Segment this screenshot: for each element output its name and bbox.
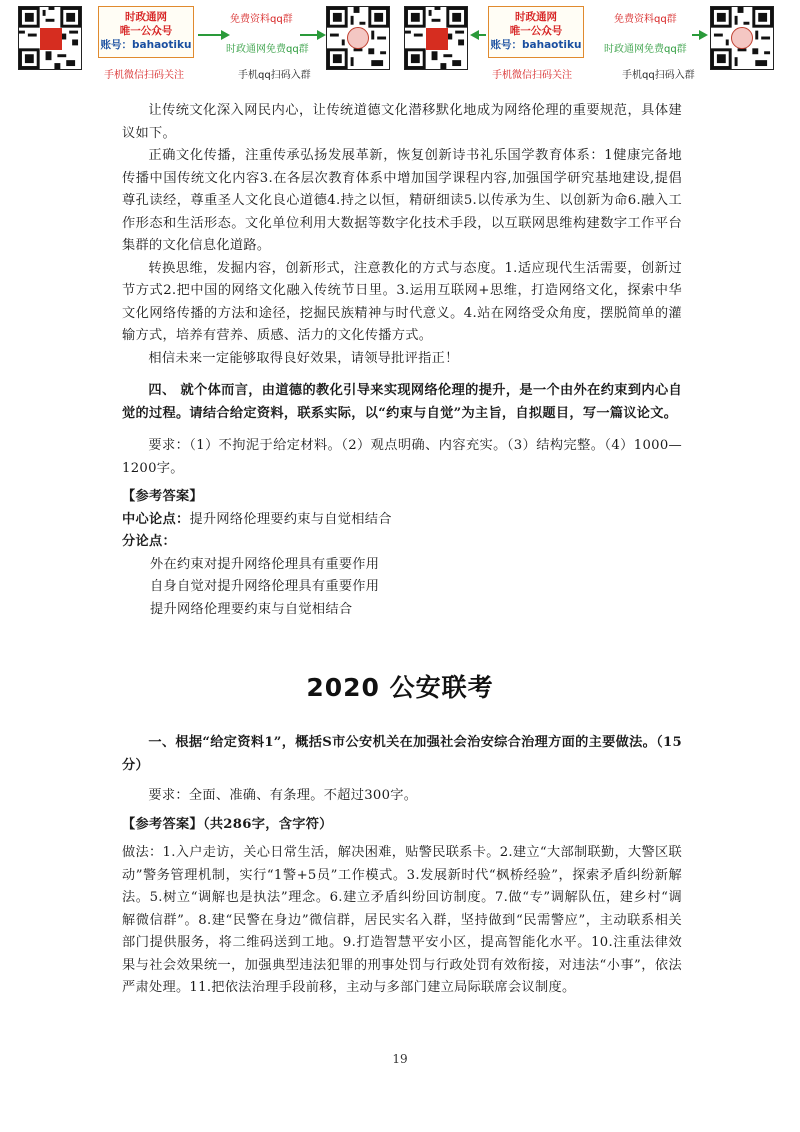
account-subtitle: 唯一公众号 bbox=[509, 25, 563, 37]
qr-code-wechat-right bbox=[404, 6, 468, 70]
arrow-right-icon bbox=[198, 34, 228, 36]
paragraph: 转换思维，发掘内容，创新形式，注意教化的方式与态度。1.适应现代生活需要，创新过节方式2.把中国的网络文化融入传统节日里。3.运用互联网+思维，打造网络文化，探索中华文化网络传播的方法和途径，挖掘民族精神与时代意义。4.站在网络受众角度，摆脱简单的灌输方式，培养有营养、质感、活力的文化传播方式。 bbox=[122, 260, 682, 343]
sub-argument-item: 自身自觉对提升网络伦理具有重要作用 bbox=[150, 579, 380, 594]
wechat-scan-caption-left: 手机微信扫码关注 bbox=[104, 70, 184, 81]
group-caption-left: 时政通网免费qq群 bbox=[226, 44, 309, 55]
sub-argument-item: 提升网络伦理要约束与自觉相结合 bbox=[150, 601, 353, 617]
answer-text: 做法：1.入户走访，关心日常生活，解决困难，贴警民联系卡。2.建立“大部制联勤，大警区联动”警务管理机制，实行“1警+5员”工作模式。3.发展新时代“枫桥经验”，探索矛盾纠纷新解法。5.树立“调解也是执法”理念。6.建立矛盾纠纷回访制度。7.做“专”调解队伍，建乡村“调解微信群”。8.建“民警在身边”微信群，居民实名入群，坚持做到“民需警应”，主动联系相关部门提供服务，将二维码送到工地。9.打造智慧平安小区，提高智能化水平。10.注重法律效果与社会效果统一，加强典型违法犯罪的刑事处罚与行政处罚有效衔接，对违法“小事”，依法严肃处理。11.把依法治理手段前移，主动与多部门建立局际联席会议制度。 bbox=[122, 845, 682, 995]
center-argument-text: 提升网络伦理要约束与自觉相结合 bbox=[189, 511, 392, 527]
question-one: 一、根据“给定资料1”，概括S市公安机关在加强社会治安综合治理方面的主要做法。（15分） bbox=[122, 735, 682, 773]
center-argument-label: 中心论点： bbox=[122, 511, 190, 527]
sub-argument-item: 外在约束对提升网络伦理具有重要作用 bbox=[150, 556, 380, 572]
answer-header bbox=[122, 814, 682, 837]
account-name: 时政通网 bbox=[125, 11, 167, 23]
answer-label: 【参考答案】 bbox=[122, 816, 203, 832]
brand-logo-icon bbox=[426, 28, 448, 50]
avatar-icon bbox=[347, 27, 369, 49]
account-info-box-right bbox=[488, 6, 584, 58]
paragraph: 让传统文化深入网民内心，让传统道德文化潜移默化地成为网络伦理的重要规范，具体建议如下。 bbox=[122, 103, 682, 141]
free-qq-caption-left: 免费资料qq群 bbox=[230, 14, 293, 25]
header-banner bbox=[0, 0, 800, 92]
requirement-text: 要求：（1）不拘泥于给定材料。（2）观点明确、内容充实。（3）结构完整。（4）1000—1200字。 bbox=[122, 438, 682, 476]
qr-code-qq-left bbox=[326, 6, 390, 70]
requirement-text: 要求：全面、准确、有条理。不超过300字。 bbox=[148, 788, 418, 803]
account-name: 时政通网 bbox=[515, 11, 557, 23]
center-argument bbox=[122, 509, 682, 532]
brand-logo-icon bbox=[40, 28, 62, 50]
qr-code-qq-right bbox=[710, 6, 774, 70]
answer-word-count: （共286字，含字符） bbox=[202, 816, 333, 832]
group-caption-right: 时政通网免费qq群 bbox=[604, 44, 687, 55]
paragraph: 正确文化传播，注重传承弘扬发展革新，恢复创新诗书礼乐国学教育体系：1健康完备地传播中国传统文化内容3.在各层次教育体系中增加国学课程内容,加强国学研究基地建设,提倡尊孔读经，尊重圣人文化良心道德4.持之以恒，精研细读5.以传承为生、以创新为命6.融入工作形态和生活形态。文化单位利用大数据等数字化技术手段，以互联网思维构建数字工作平台集群的文化信息化道路。 bbox=[122, 148, 682, 253]
qr-code-wechat-left bbox=[18, 6, 82, 70]
arrow-left-icon bbox=[472, 34, 486, 36]
paragraph: 相信未来一定能够取得良好效果，请领导批评指正！ bbox=[148, 350, 459, 366]
wechat-scan-caption-right: 手机微信扫码关注 bbox=[492, 70, 572, 81]
account-info-box-left bbox=[98, 6, 194, 58]
account-id: 账号：bahaotiku bbox=[100, 39, 192, 51]
document-body bbox=[122, 100, 682, 621]
answer-label: 【参考答案】 bbox=[122, 489, 203, 504]
qq-scan-caption-right: 手机qq扫码入群 bbox=[622, 70, 695, 81]
arrow-right-icon bbox=[692, 34, 706, 36]
arrow-right-icon bbox=[300, 34, 324, 36]
question-four: 四、 就个体而言，由道德的教化引导来实现网络伦理的提升，是一个由外在约束到内心自觉的过程。请结合给定资料，联系实际，以“约束与自觉”为主旨，自拟题目，写一篇议论文。 bbox=[122, 383, 682, 421]
qq-scan-caption-left: 手机qq扫码入群 bbox=[238, 70, 311, 81]
free-qq-caption-right: 免费资料qq群 bbox=[614, 14, 677, 25]
sub-argument-label: 分论点： bbox=[122, 534, 176, 549]
exam-title: 2020 公安联考 bbox=[306, 673, 494, 702]
account-id: 账号：bahaotiku bbox=[490, 39, 582, 51]
account-subtitle: 唯一公众号 bbox=[119, 25, 173, 37]
exam-section bbox=[122, 732, 682, 1000]
avatar-icon bbox=[731, 27, 753, 49]
page-number: 19 bbox=[392, 1052, 408, 1066]
